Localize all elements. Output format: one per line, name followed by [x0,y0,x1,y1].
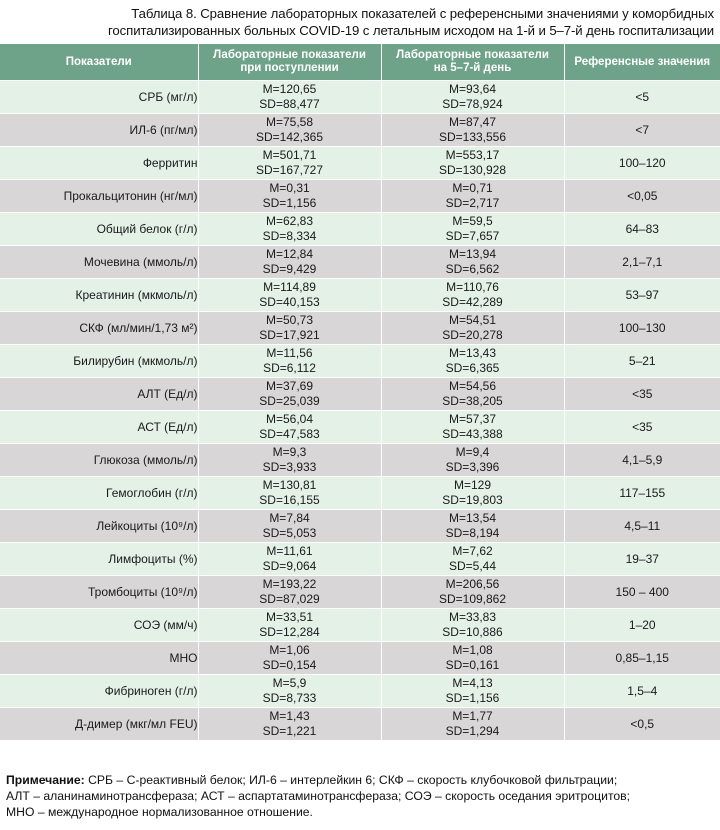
sd-value: SD=5,053 [262,526,317,540]
indicator-name: МНО [0,642,198,675]
table-row [0,378,720,411]
mean-value: M=13,54 [448,511,497,525]
table-row [0,81,720,114]
footnote-line-3: МНО – международное нормализованное отношение. [6,805,313,819]
table-row [0,576,720,609]
table-caption [0,0,714,49]
sd-value: SD=3,396 [445,460,500,474]
admission-value [198,180,381,213]
sd-value: SD=6,112 [263,361,316,375]
mean-value: M=13,94 [448,247,497,261]
header-line: Лабораторные показатели [213,49,366,61]
table-row [0,213,720,246]
mean-value: M=87,47 [448,115,497,129]
day-5-7-value [381,81,564,114]
admission-value [198,378,381,411]
sd-value: SD=8,194 [445,526,500,540]
table-row [0,444,720,477]
mean-value: M=4,13 [452,676,493,690]
sd-value: SD=6,365 [445,361,500,375]
mean-value: M=11,61 [266,544,313,558]
day-5-7-value [381,576,564,609]
sd-value: SD=78,924 [442,97,503,111]
reference-value: 1,5–4 [564,675,720,708]
admission-value [198,543,381,576]
indicator-name: Общий белок (г/л) [0,213,198,246]
sd-value: SD=6,562 [445,262,500,276]
reference-value: <0,5 [564,708,720,741]
reference-value: 5–21 [564,345,720,378]
sd-value: SD=130,928 [438,163,507,177]
indicator-name: Фибриноген (г/л) [0,675,198,708]
indicator-name: Лейкоциты (10⁹/л) [0,510,198,543]
sd-value: SD=0,161 [445,658,500,672]
header-row [0,44,720,81]
sd-value: SD=1,156 [262,196,317,210]
indicator-name: Д-димер (мкг/мл FEU) [0,708,198,741]
mean-value: M=1,06 [269,643,310,657]
day-5-7-value [381,180,564,213]
header-line: на 5–7-й день [433,62,512,74]
reference-value: 4,5–11 [564,510,720,543]
day-5-7-value [381,510,564,543]
day-5-7-value [381,609,564,642]
mean-value: M=12,84 [265,247,314,261]
sd-value: SD=17,921 [259,328,320,342]
reference-value: <7 [564,114,720,147]
indicator-name: АЛТ (Ед/л) [0,378,198,411]
footnote-line-1: СРБ – С-реактивный белок; ИЛ-6 – интерлейкин 6; СКФ – скорость клубочковой фильтрации; [84,773,618,787]
reference-value: 100–130 [564,312,720,345]
reference-value: 150 – 400 [564,576,720,609]
indicator-name: АСТ (Ед/л) [0,411,198,444]
admission-value [198,675,381,708]
reference-value: <5 [564,81,720,114]
table-row [0,279,720,312]
mean-value: M=193,22 [262,577,317,591]
mean-value: M=9,3 [272,445,307,459]
sd-value: SD=42,289 [442,295,503,309]
mean-value: M=130,81 [262,478,317,492]
admission-value [198,114,381,147]
admission-value [198,345,381,378]
table-row [0,345,720,378]
mean-value: M=110,76 [446,280,499,294]
mean-value: M=59,5 [452,214,493,228]
day-5-7-value [381,114,564,147]
caption-line-2: госпитализированных больных COVID-19 с летальным исходом на 1-й и 5–7-й день госпитализации [108,23,714,38]
mean-value: M=33,51 [265,610,314,624]
admission-value [198,510,381,543]
day-5-7-value [381,708,564,741]
day-5-7-value [381,477,564,510]
admission-value [198,411,381,444]
sd-value: SD=16,155 [259,493,320,507]
header-line: при поступлении [240,62,339,74]
sd-value: SD=8,334 [262,229,317,243]
indicator-name: Глюкоза (ммоль/л) [0,444,198,477]
mean-value: M=50,73 [265,313,314,327]
caption-line-1: Таблица 8. Сравнение лабораторных показателей с референсными значениями у коморбидных [131,6,714,21]
reference-value: <35 [564,411,720,444]
day-5-7-value [381,543,564,576]
indicator-name: ИЛ-6 (пг/мл) [0,114,198,147]
mean-value: M=1,43 [269,709,310,723]
indicator-name: Мочевина (ммоль/л) [0,246,198,279]
reference-value: 1–20 [564,609,720,642]
day-5-7-value [381,411,564,444]
sd-value: SD=19,803 [442,493,503,507]
mean-value: M=120,65 [262,82,317,96]
sd-value: SD=7,657 [445,229,500,243]
sd-value: SD=1,156 [445,691,500,705]
header-day-5-7 [381,44,564,81]
header-line: Лабораторные показатели [396,49,549,61]
table-row [0,510,720,543]
table-row [0,180,720,213]
indicator-name: Гемоглобин (г/л) [0,477,198,510]
admission-value [198,246,381,279]
admission-value [198,642,381,675]
mean-value: M=553,17 [445,148,500,162]
sd-value: SD=3,933 [262,460,317,474]
sd-value: SD=10,886 [442,625,503,639]
sd-value: SD=109,862 [438,592,507,606]
sd-value: SD=9,429 [262,262,317,276]
header-reference: Референсные значения [564,44,720,81]
reference-value: 2,1–7,1 [564,246,720,279]
reference-value: 0,85–1,15 [564,642,720,675]
sd-value: SD=2,717 [445,196,500,210]
mean-value: M=93,64 [448,82,497,96]
mean-value: M=129 [453,478,492,492]
table-row [0,708,720,741]
table-body [0,81,720,741]
mean-value: M=54,51 [448,313,497,327]
mean-value: M=33,83 [448,610,497,624]
table-row [0,411,720,444]
header-indicator: Показатели [0,44,198,81]
table-row [0,543,720,576]
indicator-name: Тромбоциты (10⁹/л) [0,576,198,609]
sd-value: SD=20,278 [442,328,503,342]
sd-value: SD=47,583 [259,427,320,441]
sd-value: SD=1,294 [445,724,500,738]
admission-value [198,147,381,180]
indicator-name: Ферритин [0,147,198,180]
sd-value: SD=5,44 [448,559,497,573]
mean-value: M=114,89 [263,280,316,294]
table-row [0,246,720,279]
sd-value: SD=133,556 [438,130,507,144]
sd-value: SD=167,727 [255,163,324,177]
admission-value [198,444,381,477]
sd-value: SD=88,477 [259,97,320,111]
indicator-name: СОЭ (мм/ч) [0,609,198,642]
mean-value: M=0,71 [452,181,493,195]
mean-value: M=7,62 [452,544,493,558]
mean-value: M=501,71 [262,148,317,162]
day-5-7-value [381,312,564,345]
admission-value [198,213,381,246]
mean-value: M=9,4 [455,445,490,459]
sd-value: SD=43,388 [442,427,503,441]
sd-value: SD=9,064 [262,559,317,573]
mean-value: M=54,56 [448,379,497,393]
mean-value: M=206,56 [445,577,500,591]
mean-value: M=11,56 [266,346,313,360]
reference-value: <35 [564,378,720,411]
lab-comparison-table [0,44,720,741]
mean-value: M=5,9 [272,676,307,690]
admission-value [198,312,381,345]
day-5-7-value [381,378,564,411]
admission-value [198,279,381,312]
admission-value [198,576,381,609]
header-admission [198,44,381,81]
mean-value: M=75,58 [265,115,314,129]
sd-value: SD=87,029 [259,592,320,606]
mean-value: M=56,04 [265,412,314,426]
admission-value [198,708,381,741]
sd-value: SD=38,205 [442,394,503,408]
admission-value [198,609,381,642]
day-5-7-value [381,279,564,312]
indicator-name: Билирубин (мкмоль/л) [0,345,198,378]
indicator-name: Лимфоциты (%) [0,543,198,576]
mean-value: M=7,84 [269,511,310,525]
reference-value: 100–120 [564,147,720,180]
day-5-7-value [381,345,564,378]
sd-value: SD=25,039 [259,394,320,408]
mean-value: M=57,37 [448,412,497,426]
table-row [0,642,720,675]
admission-value [198,477,381,510]
sd-value: SD=142,365 [255,130,324,144]
day-5-7-value [381,213,564,246]
reference-value: 64–83 [564,213,720,246]
table-row [0,477,720,510]
sd-value: SD=12,284 [259,625,320,639]
indicator-name: СКФ (мл/мин/1,73 м²) [0,312,198,345]
footnote-label: Примечание: [6,773,85,787]
mean-value: M=37,69 [265,379,314,393]
table-row [0,609,720,642]
sd-value: SD=0,154 [262,658,317,672]
reference-value: 19–37 [564,543,720,576]
mean-value: M=1,08 [452,643,493,657]
mean-value: M=0,31 [269,181,310,195]
indicator-name: СРБ (мг/л) [0,81,198,114]
day-5-7-value [381,642,564,675]
day-5-7-value [381,675,564,708]
sd-value: SD=8,733 [262,691,317,705]
day-5-7-value [381,246,564,279]
indicator-name: Креатинин (мкмоль/л) [0,279,198,312]
mean-value: M=13,43 [448,346,497,360]
day-5-7-value [381,444,564,477]
footnote-line-2: АЛТ – аланинаминотрансфераза; АСТ – аспартатаминотрансфераза; СОЭ – скорость оседания эритроцитов; [6,789,631,803]
mean-value: M=62,83 [265,214,314,228]
reference-value: <0,05 [564,180,720,213]
reference-value: 117–155 [564,477,720,510]
day-5-7-value [381,147,564,180]
mean-value: M=1,77 [452,709,493,723]
sd-value: SD=1,221 [262,724,317,738]
table-row [0,312,720,345]
reference-value: 53–97 [564,279,720,312]
admission-value [198,81,381,114]
indicator-name: Прокальцитонин (нг/мл) [0,180,198,213]
table-row [0,675,720,708]
sd-value: SD=40,153 [259,295,320,309]
footnote [6,772,716,820]
reference-value: 4,1–5,9 [564,444,720,477]
table-row [0,114,720,147]
table-row [0,147,720,180]
